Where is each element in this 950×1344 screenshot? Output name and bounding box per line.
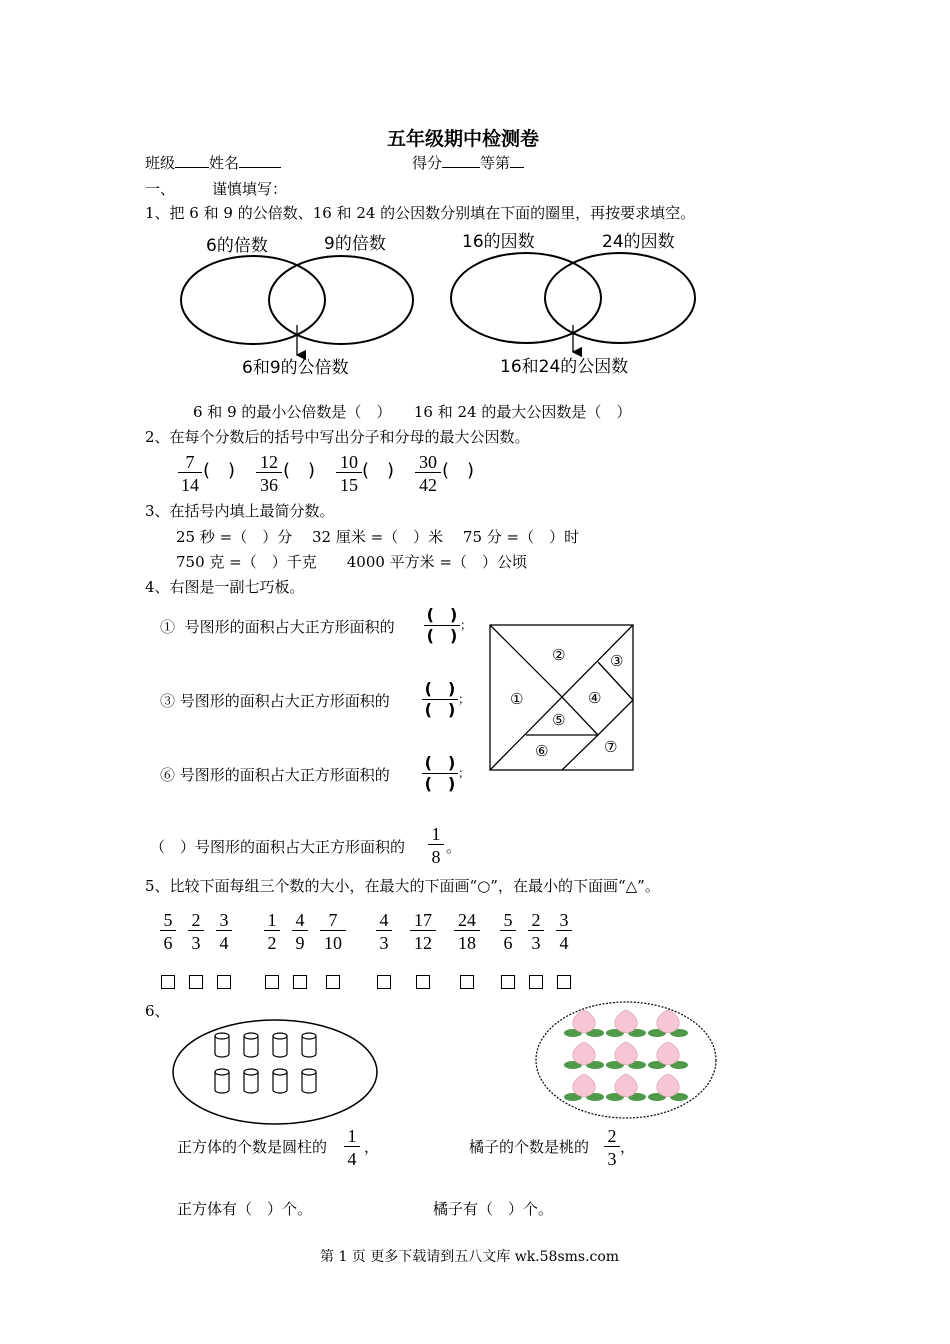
numerator: 10 bbox=[336, 452, 362, 473]
q6-right-text: 橘子的个数是桃的 bbox=[469, 1138, 590, 1156]
score-line bbox=[412, 152, 524, 173]
denominator: 4 bbox=[219, 933, 229, 953]
cylinder-icon bbox=[273, 1033, 287, 1057]
numerator: 3 bbox=[556, 910, 572, 931]
score-label: 得分 bbox=[412, 154, 443, 172]
item-text: 号图形的面积占大正方形面积的 bbox=[184, 618, 395, 636]
answer-box[interactable] bbox=[377, 975, 391, 989]
venn1-right-label: 9的倍数 bbox=[324, 234, 386, 254]
q4-text: 4、右图是一副七巧板。 bbox=[145, 578, 305, 596]
numerator: 2 bbox=[604, 1126, 620, 1147]
cylinder-icon bbox=[273, 1069, 287, 1093]
q6-right-answer: 橘子有（ ）个。 bbox=[433, 1200, 554, 1218]
numerator: 30 bbox=[415, 452, 441, 473]
item-text: 号图形的面积占大正方形面积的 bbox=[179, 692, 390, 710]
denominator: ( ) bbox=[424, 774, 456, 793]
denominator: 36 bbox=[260, 475, 278, 495]
venn-diagrams bbox=[170, 225, 710, 385]
numerator: 4 bbox=[292, 910, 308, 931]
numerator: 3 bbox=[216, 910, 232, 931]
q5-fraction bbox=[528, 910, 544, 953]
denominator: 3 bbox=[607, 1149, 617, 1169]
q4-item-3 bbox=[160, 690, 390, 711]
q2-paren[interactable]: ( ) bbox=[442, 460, 475, 481]
answer-box[interactable] bbox=[501, 975, 515, 989]
tangram-label-2: ② bbox=[552, 646, 566, 664]
venn2-left-label: 16的因数 bbox=[462, 232, 535, 252]
venn2-right-ellipse bbox=[545, 253, 695, 343]
numerator: 4 bbox=[376, 910, 392, 931]
numerator: 5 bbox=[500, 910, 516, 931]
tangram-label-4: ④ bbox=[588, 689, 602, 707]
numerator: 1 bbox=[264, 910, 280, 931]
answer-box[interactable] bbox=[189, 975, 203, 989]
q4-last-text: （ ）号图形的面积占大正方形面积的 bbox=[150, 838, 406, 856]
numerator: 24 bbox=[454, 910, 480, 931]
cylinders-picture bbox=[170, 1017, 380, 1127]
numerator: 12 bbox=[256, 452, 282, 473]
q5-fraction bbox=[410, 910, 436, 953]
denominator: 18 bbox=[458, 933, 476, 953]
comma: ， bbox=[364, 1138, 380, 1156]
q1-fill: 6 和 9 的最小公倍数是（ ） 16 和 24 的最大公因数是（ ） bbox=[193, 403, 632, 421]
semicolon: ； bbox=[460, 618, 473, 632]
cylinder-icon bbox=[215, 1033, 229, 1057]
q4-item-1 bbox=[160, 616, 395, 637]
name-blank bbox=[239, 153, 281, 168]
tangram-label-6: ⑥ bbox=[535, 742, 549, 760]
tangram-label-1: ① bbox=[510, 690, 524, 708]
venn1-left-label: 6的倍数 bbox=[206, 236, 268, 256]
section1-label: 一、 bbox=[145, 180, 176, 198]
venn2-right-label: 24的因数 bbox=[602, 232, 675, 252]
denominator: 3 bbox=[379, 933, 389, 953]
cylinder-icon bbox=[244, 1069, 258, 1093]
answer-box[interactable] bbox=[460, 975, 474, 989]
score-blank bbox=[442, 153, 480, 168]
q6-left-fraction bbox=[344, 1126, 360, 1169]
cylinders-ellipse bbox=[173, 1020, 377, 1124]
denominator: 6 bbox=[503, 933, 513, 953]
item-text: 号图形的面积占大正方形面积的 bbox=[179, 766, 390, 784]
q1-text: 1、把 6 和 9 的公倍数、16 和 24 的公因数分别填在下面的圈里，再按要求填空。 bbox=[145, 204, 696, 222]
q5-fraction bbox=[216, 910, 232, 953]
denominator: 15 bbox=[340, 475, 358, 495]
cylinder-icon bbox=[302, 1069, 316, 1093]
q3-line2: 750 克 =（ ）千克 4000 平方米 =（ ）公顷 bbox=[176, 553, 528, 571]
q5-fraction bbox=[556, 910, 572, 953]
q5-fraction bbox=[320, 910, 346, 953]
denominator: 12 bbox=[414, 933, 432, 953]
grade-blank bbox=[510, 153, 524, 168]
q2-paren[interactable]: ( ) bbox=[203, 460, 236, 481]
peach-group bbox=[564, 1010, 688, 1101]
circled-number: ③ bbox=[160, 692, 176, 710]
q4-paren-fraction[interactable] bbox=[422, 680, 458, 719]
denominator: 14 bbox=[181, 475, 199, 495]
q5-fraction bbox=[454, 910, 480, 953]
numerator: 1 bbox=[428, 824, 444, 845]
q5-text: 5、比较下面每组三个数的大小，在最大的下面画“○”，在最小的下面画“△”。 bbox=[145, 877, 660, 895]
numerator: 7 bbox=[178, 452, 202, 473]
q5-fraction bbox=[160, 910, 176, 953]
tangram-label-3: ③ bbox=[610, 652, 624, 670]
venn1-left-ellipse bbox=[181, 256, 325, 344]
q5-fraction bbox=[376, 910, 392, 953]
q5-fraction bbox=[292, 910, 308, 953]
denominator: 4 bbox=[559, 933, 569, 953]
venn1-right-ellipse bbox=[269, 256, 413, 344]
tangram-label-5: ⑤ bbox=[552, 711, 566, 729]
class-label: 班级 bbox=[145, 154, 176, 172]
answer-box[interactable] bbox=[265, 975, 279, 989]
q2-paren[interactable]: ( ) bbox=[362, 460, 395, 481]
q2-text: 2、在每个分数后的括号中写出分子和分母的最大公因数。 bbox=[145, 428, 530, 446]
class-blank bbox=[175, 153, 209, 168]
denominator: 4 bbox=[347, 1149, 357, 1169]
grade-label: 等第 bbox=[480, 154, 511, 172]
venn2-bottom-label: 16和24的公因数 bbox=[500, 357, 629, 377]
q5-fraction bbox=[500, 910, 516, 953]
denominator: 6 bbox=[163, 933, 173, 953]
denominator: 2 bbox=[267, 933, 277, 953]
numerator: 1 bbox=[344, 1126, 360, 1147]
q5-fraction bbox=[188, 910, 204, 953]
q4-last-fraction bbox=[428, 824, 444, 867]
page-footer: 第 1 页 更多下载请到五八文库 wk.58sms.com bbox=[320, 1249, 620, 1265]
q4-item-6 bbox=[160, 764, 390, 785]
venn1-bottom-label: 6和9的公倍数 bbox=[242, 358, 349, 378]
numerator: 5 bbox=[160, 910, 176, 931]
q2-fraction bbox=[336, 452, 362, 495]
numerator: 17 bbox=[410, 910, 436, 931]
answer-box[interactable] bbox=[529, 975, 543, 989]
denominator: 9 bbox=[295, 933, 305, 953]
venn2-left-ellipse bbox=[451, 253, 601, 343]
cylinder-icon bbox=[215, 1069, 229, 1093]
section1-text: 谨慎填写： bbox=[212, 180, 288, 198]
circled-number: ⑥ bbox=[160, 766, 176, 784]
denominator: 3 bbox=[191, 933, 201, 953]
numerator: 7 bbox=[320, 910, 346, 931]
peaches-picture bbox=[534, 1000, 720, 1124]
cylinder-icon bbox=[302, 1033, 316, 1057]
comma: ， bbox=[620, 1138, 636, 1156]
q5-fraction bbox=[264, 910, 280, 953]
q6-left-text: 正方体的个数是圆柱的 bbox=[177, 1138, 328, 1156]
q3-line1: 25 秒 =（ ）分 32 厘米 =（ ）米 75 分 =（ ）时 bbox=[176, 528, 580, 546]
numerator: ( ) bbox=[424, 606, 460, 626]
denominator: 42 bbox=[419, 475, 437, 495]
answer-box[interactable] bbox=[326, 975, 340, 989]
cylinder-icon bbox=[244, 1033, 258, 1057]
header-line bbox=[145, 152, 281, 173]
answer-box[interactable] bbox=[217, 975, 231, 989]
q3-text: 3、在括号内填上最简分数。 bbox=[145, 502, 335, 520]
answer-box[interactable] bbox=[293, 975, 307, 989]
q6-left-answer: 正方体有（ ）个。 bbox=[177, 1200, 313, 1218]
tangram-label-7: ⑦ bbox=[604, 738, 618, 756]
numerator: ( ) bbox=[422, 680, 458, 700]
answer-box[interactable] bbox=[557, 975, 571, 989]
tangram-figure bbox=[488, 622, 638, 774]
answer-box[interactable] bbox=[416, 975, 430, 989]
denominator: 3 bbox=[531, 933, 541, 953]
denominator: ( ) bbox=[426, 626, 458, 645]
denominator: 10 bbox=[324, 933, 342, 953]
numerator: 2 bbox=[528, 910, 544, 931]
semicolon: ； bbox=[458, 692, 471, 706]
q6-label: 6、 bbox=[145, 1002, 170, 1020]
q2-fraction bbox=[178, 452, 202, 495]
cylinder-group bbox=[215, 1033, 316, 1093]
q2-paren[interactable]: ( ) bbox=[283, 460, 316, 481]
q6-right-fraction bbox=[604, 1126, 620, 1169]
q4-paren-fraction[interactable] bbox=[424, 606, 460, 645]
q2-fraction bbox=[256, 452, 282, 495]
answer-box[interactable] bbox=[161, 975, 175, 989]
q4-last-end: 。 bbox=[446, 838, 462, 856]
numerator: 2 bbox=[188, 910, 204, 931]
numerator: ( ) bbox=[422, 754, 458, 774]
q2-fraction bbox=[415, 452, 441, 495]
semicolon: ； bbox=[458, 766, 471, 780]
circled-number: ① bbox=[160, 618, 176, 636]
page-title: 五年级期中检测卷 bbox=[387, 128, 540, 150]
name-label: 姓名 bbox=[209, 154, 240, 172]
denominator: 8 bbox=[431, 847, 441, 867]
q4-paren-fraction[interactable] bbox=[422, 754, 458, 793]
denominator: ( ) bbox=[424, 700, 456, 719]
